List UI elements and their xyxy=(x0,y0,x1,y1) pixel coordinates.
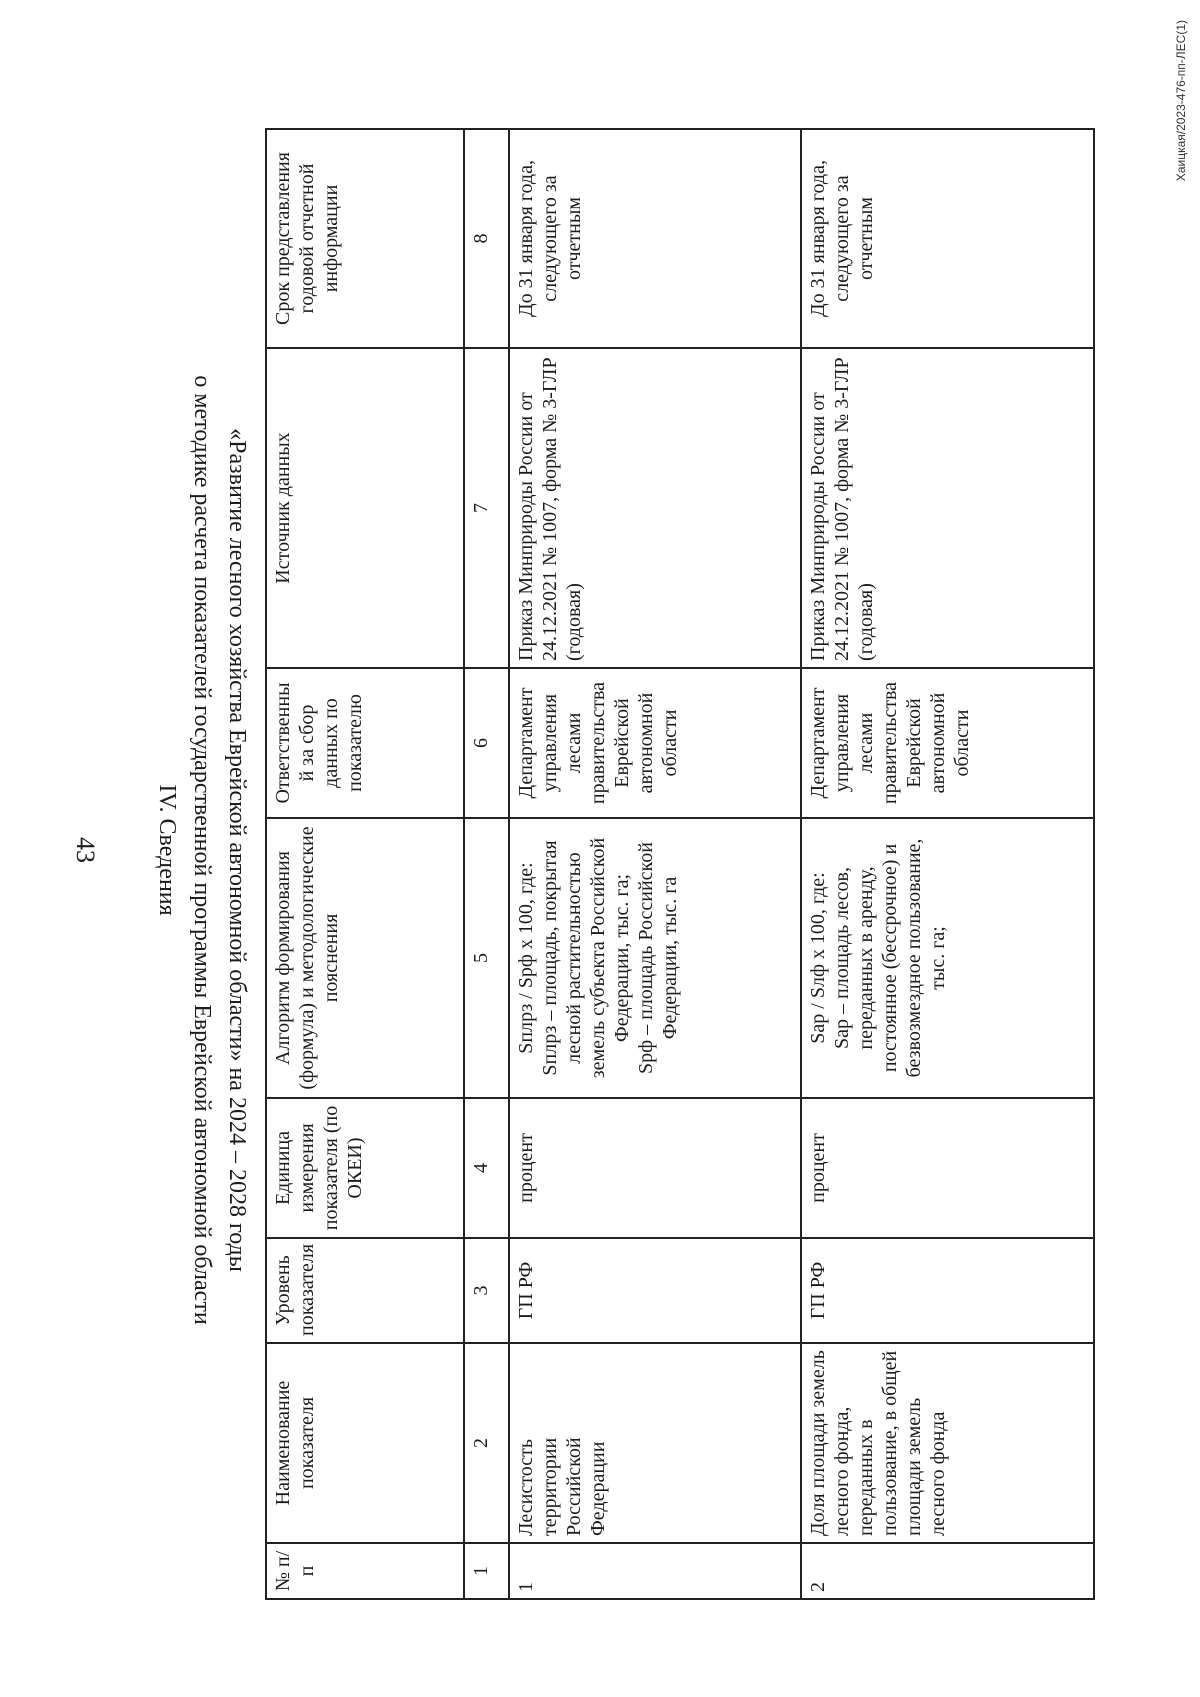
header-cell: Единица измерения показателя (по ОКЕИ) xyxy=(266,1098,464,1238)
header-cell: Уровень показателя xyxy=(266,1238,464,1343)
table-row xyxy=(509,129,802,1599)
header-cell: Ответственны й за сбор данных по показателю xyxy=(266,668,464,818)
column-number: 6 xyxy=(464,668,508,818)
program-name: «Развитие лесного хозяйства Еврейской автономной области» на 2024 – 2028 годы xyxy=(224,428,250,1272)
responsible-party: Департамент управления лесами правительства Еврейской автономной области xyxy=(801,668,1094,818)
header-cell: № п/п xyxy=(266,1543,464,1599)
reporting-deadline: До 31 января года, следующего за отчетным xyxy=(509,129,802,348)
data-source: Приказ Минприроды России от 24.12.2021 № 1007, форма № 3-ГЛР (годовая) xyxy=(509,348,802,668)
indicator-level: ГП РФ xyxy=(509,1238,802,1343)
column-number-row xyxy=(464,129,508,1599)
column-number: 1 xyxy=(464,1543,508,1599)
header-cell: Источник данных xyxy=(266,348,464,668)
methodology-table xyxy=(265,128,1095,1600)
column-number: 3 xyxy=(464,1238,508,1343)
column-number: 8 xyxy=(464,129,508,348)
data-source: Приказ Минприроды России от 24.12.2021 № 1007, форма № 3-ГЛР (годовая) xyxy=(801,348,1094,668)
column-number: 2 xyxy=(464,1343,508,1543)
indicator-name: Доля площади земель лесного фонда, переданных в пользование, в общей площади земель лесного фонда xyxy=(801,1343,1094,1543)
section-title: IV. Сведения xyxy=(154,784,180,916)
row-number: 2 xyxy=(801,1543,1094,1599)
indicator-unit: процент xyxy=(509,1098,802,1238)
formula-line: Sар – площадь лесов, переданных в аренду, постоянное (бессрочное) и безвозмездное пользование, тыс. га; xyxy=(831,838,950,1078)
indicator-formula xyxy=(801,818,1094,1098)
indicator-unit: процент xyxy=(801,1098,1094,1238)
document-subtitle: о методике расчета показателей государственной программы Еврейской автономной области xyxy=(189,375,215,1325)
page-number: 43 xyxy=(71,837,100,863)
row-number: 1 xyxy=(509,1543,802,1599)
indicator-formula xyxy=(509,818,802,1098)
responsible-party: Департамент управления лесами правительства Еврейской автономной области xyxy=(509,668,802,818)
header-cell: Наименование показателя xyxy=(266,1343,464,1543)
column-number: 7 xyxy=(464,348,508,668)
column-number: 5 xyxy=(464,818,508,1098)
formula-line: Sар / Sлф x 100, где: xyxy=(807,872,830,1044)
indicator-name: Лесистость территории Российской Федерации xyxy=(509,1343,802,1543)
header-cell: Срок представления годовой отчетной информации xyxy=(266,129,464,348)
indicator-level: ГП РФ xyxy=(801,1238,1094,1343)
reporting-deadline: До 31 января года, следующего за отчетным xyxy=(801,129,1094,348)
formula-line: Sплрз / Sрф x 100, где: xyxy=(514,862,537,1054)
document-code: Хаицкая/2023-476-пп-ЛЕС(1) xyxy=(1174,20,1188,182)
header-cell: Алгоритм формирования (формула) и методологические пояснения xyxy=(266,818,464,1098)
formula-line: Sплрз – площадь, покрытая лесной растительностью земель субъекта Российской Федерации, тыс. га; xyxy=(538,837,633,1079)
formula-line: Sрф – площадь Российской Федерации, тыс. га xyxy=(634,842,681,1074)
table-row xyxy=(801,129,1094,1599)
column-number: 4 xyxy=(464,1098,508,1238)
table-header-row xyxy=(266,129,464,1599)
